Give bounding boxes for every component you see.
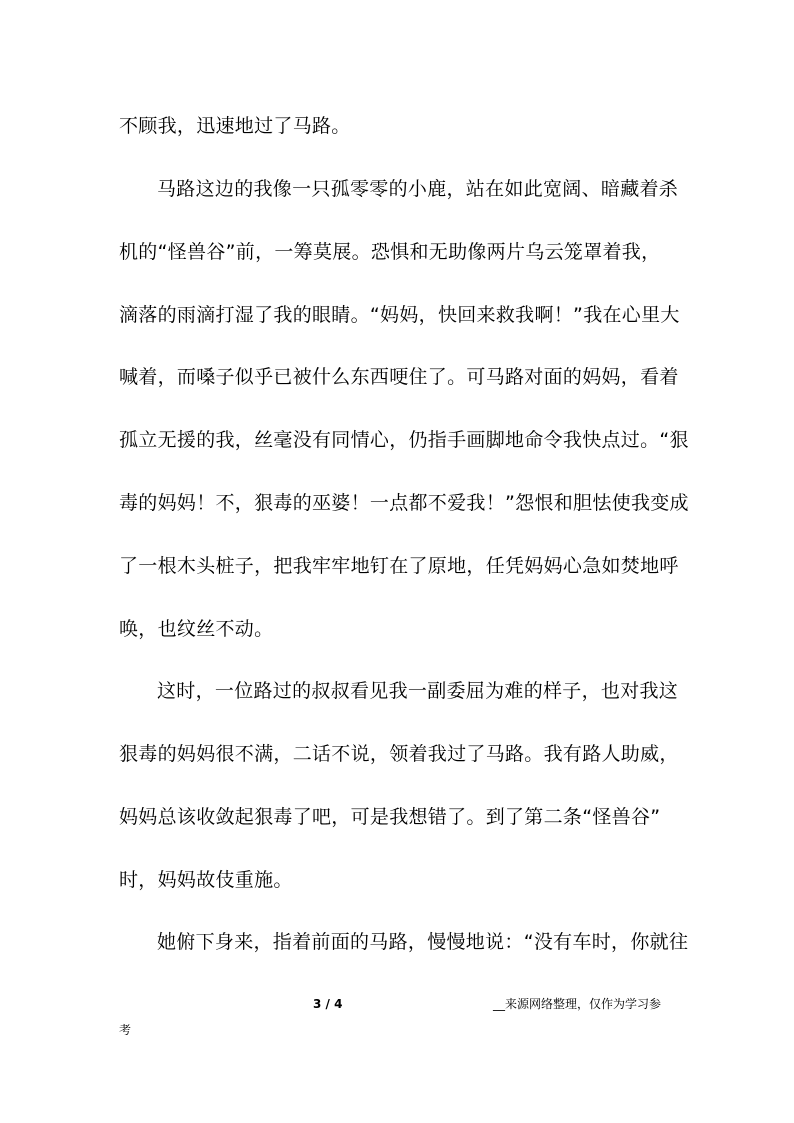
paragraph-start-line: 这时，一位路过的叔叔看见我一副委屈为难的样子，也对我这 — [157, 680, 679, 702]
text-line: 毒的妈妈！不，狠毒的巫婆！一点都不爱我！”怨恨和胆怯使我变成 — [119, 492, 689, 514]
text-line: 唤，也纹丝不动。 — [119, 618, 274, 640]
text-line: 不顾我，迅速地过了马路。 — [119, 115, 351, 137]
footer-source-note: __来源网络整理，仅作为学习参 — [493, 997, 662, 1011]
text-line: 孤立无援的我，丝毫没有同情心，仍指手画脚地命令我快点过。“狠 — [119, 429, 689, 451]
paragraph-start-line: 她俯下身来，指着前面的马路，慢慢地说：“没有车时，你就往 — [157, 931, 689, 953]
text-line: 了一根木头桩子，把我牢牢地钉在了原地，任凭妈妈心急如焚地呼 — [119, 555, 679, 577]
text-line: 妈妈总该收敛起狠毒了吧，可是我想错了。到了第二条“怪兽谷” — [119, 806, 661, 828]
text-line: 时，妈妈故伎重施。 — [119, 869, 293, 891]
page-number: 3 / 4 — [313, 997, 343, 1011]
text-line: 喊着，而嗓子似乎已被什么东西哽住了。可马路对面的妈妈，看着 — [119, 366, 679, 388]
text-line: 机的“怪兽谷”前，一筹莫展。恐惧和无助像两片乌云笼罩着我， — [119, 241, 661, 263]
paragraph-start-line: 马路这边的我像一只孤零零的小鹿，站在如此宽阔、暗藏着杀 — [157, 178, 679, 200]
footer-source-note-continued: 考 — [119, 1023, 132, 1037]
text-line: 滴落的雨滴打湿了我的眼睛。“妈妈，快回来救我啊！”我在心里大 — [119, 304, 680, 326]
text-line: 狠毒的妈妈很不满，二话不说，领着我过了马路。我有路人助威， — [119, 743, 679, 765]
